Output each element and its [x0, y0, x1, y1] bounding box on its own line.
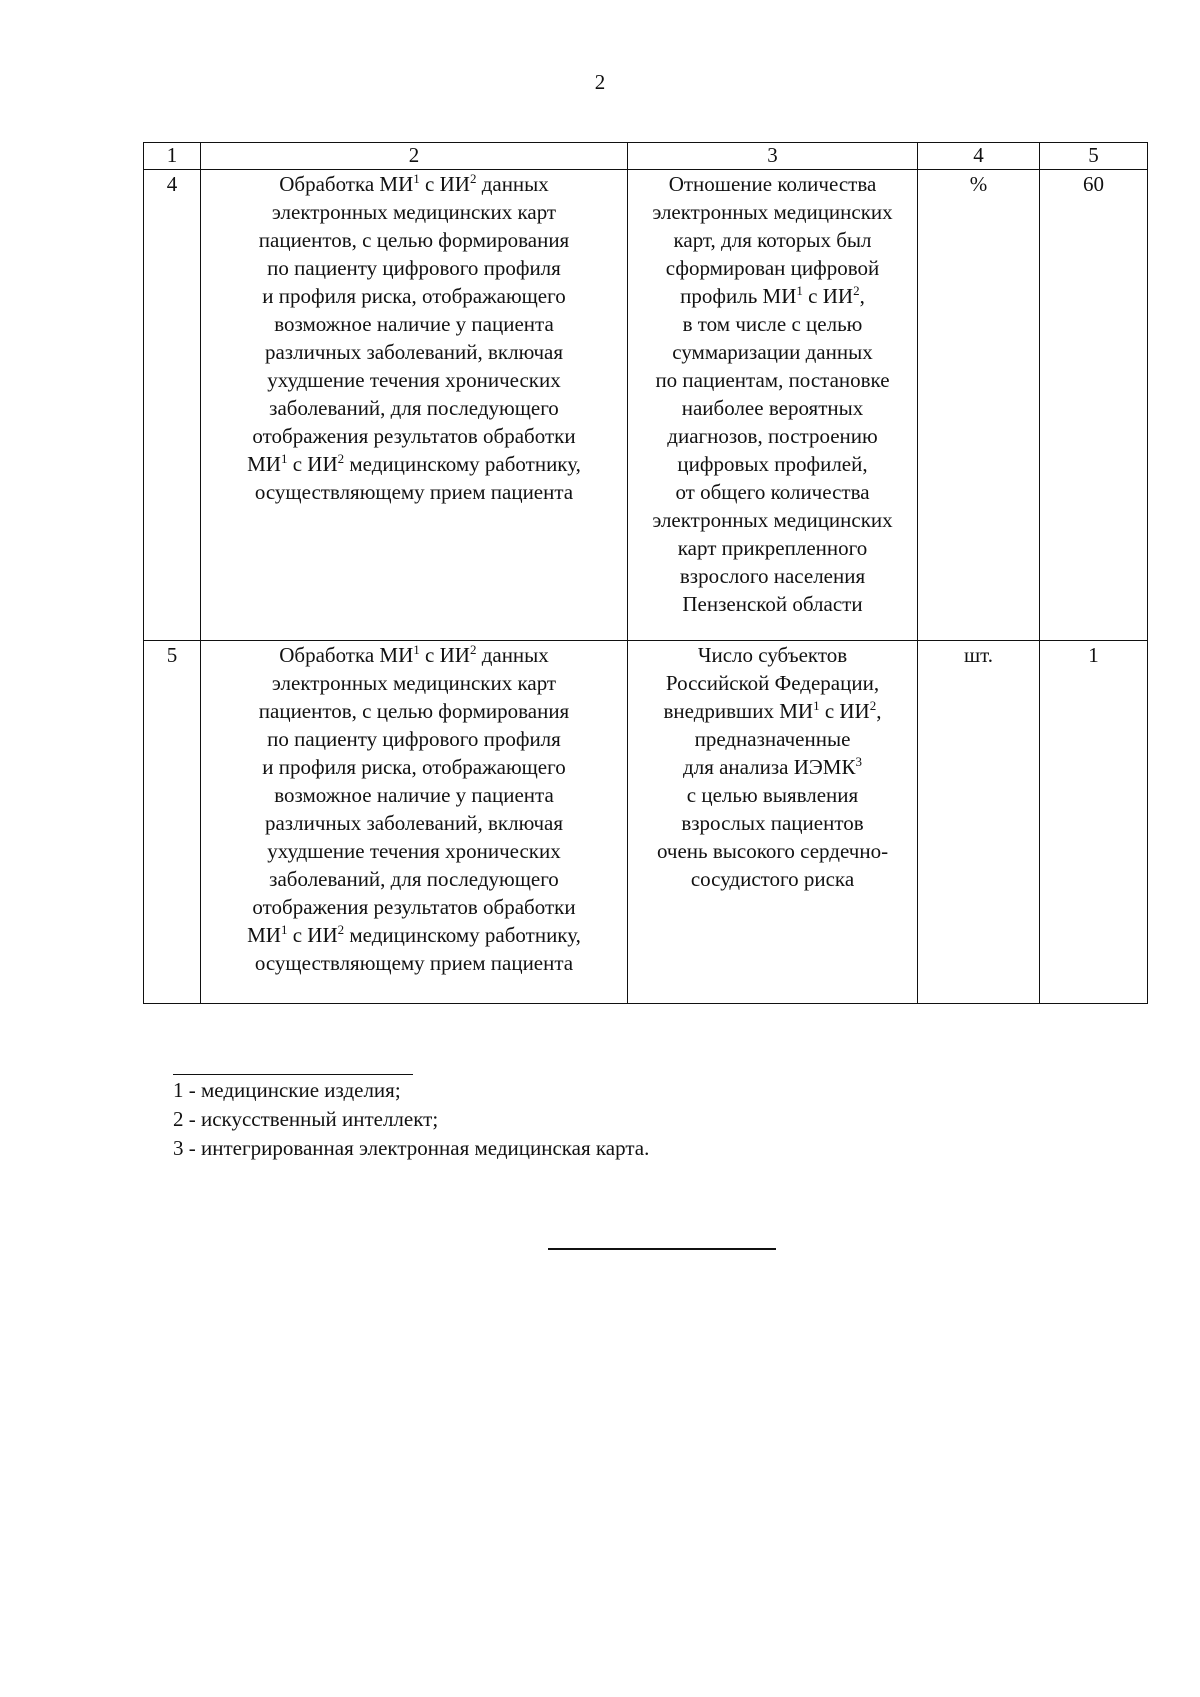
- cell-text-line: пациентов, с целью формирования: [258, 699, 570, 723]
- header-col-1: 1: [144, 143, 201, 170]
- cell-text-line: очень высокого сердечно-: [656, 839, 889, 863]
- header-col-3: 3: [628, 143, 918, 170]
- cell-text-line: диагнозов, построению: [667, 424, 878, 448]
- cell-text-line: пациентов, с целью формирования: [258, 228, 570, 252]
- row-description: [201, 641, 628, 1004]
- header-col-5: 5: [1040, 143, 1148, 170]
- header-col-2: 2: [201, 143, 628, 170]
- footnote-ref: 1: [280, 451, 288, 466]
- footnote-ref: 2: [853, 283, 860, 298]
- cell-text-line: Отношение количества: [668, 172, 877, 196]
- cell-text-line: с целью выявления: [686, 783, 859, 807]
- cell-text-line: цифровых профилей,: [677, 452, 868, 476]
- row-description: [201, 170, 628, 641]
- cell-text-line: наиболее вероятных: [681, 396, 864, 420]
- footnote-3: 3 - интегрированная электронная медицинская карта.: [173, 1136, 650, 1160]
- footnote-ref: 2: [469, 642, 477, 657]
- cell-text-line: сформирован цифровой: [665, 256, 880, 280]
- cell-text-line: ухудшение течения хронических: [267, 839, 561, 863]
- footnotes: [173, 1076, 649, 1163]
- header-col-4: 4: [918, 143, 1040, 170]
- row-number: 4: [144, 170, 201, 641]
- cell-text-line: осуществляющему прием пациента: [254, 480, 574, 504]
- cell-text-line: по пациентам, постановке: [655, 368, 890, 392]
- cell-text-line: в том числе с целью: [682, 312, 863, 336]
- cell-text-line: $МИ^1$ с $ИИ^2$ медицинскому работнику,: [247, 922, 581, 947]
- footnote-ref: 1: [413, 171, 420, 186]
- cell-text-line: суммаризации данных: [672, 340, 873, 364]
- footnote-ref: 2: [869, 698, 877, 713]
- footnote-ref: 1: [413, 642, 420, 657]
- cell-text-line: Обработка $МИ^1$ с $ИИ^2$ данных: [279, 171, 549, 196]
- cell-text-line: заболеваний, для последующего: [269, 867, 559, 891]
- cell-text-line: для анализа ИЭМК$^3$: [683, 754, 862, 779]
- cell-text-line: профиль $МИ^1$ с $ИИ^2$,: [680, 283, 865, 308]
- row-unit: %: [918, 170, 1040, 641]
- table-row: [144, 170, 1148, 641]
- row-number: 5: [144, 641, 201, 1004]
- footnote-ref: 1: [796, 283, 803, 298]
- footnote-ref: 2: [469, 171, 477, 186]
- page-number: 2: [594, 70, 606, 94]
- row-unit: шт.: [918, 641, 1040, 1004]
- end-of-document-rule: [548, 1248, 776, 1250]
- table-row: [144, 641, 1148, 1004]
- cell-text-line: предназначенные: [694, 727, 851, 751]
- cell-text-line: по пациенту цифрового профиля: [267, 727, 561, 751]
- cell-text-line: и профиля риска, отображающего: [262, 284, 566, 308]
- cell-text-line: электронных медицинских: [652, 200, 893, 224]
- cell-text-line: Обработка $МИ^1$ с $ИИ^2$ данных: [279, 642, 549, 667]
- row-value: 1: [1040, 641, 1148, 1004]
- footnote-1: 1 - медицинские изделия;: [173, 1078, 401, 1102]
- footnote-ref: 1: [813, 698, 820, 713]
- footnote-ref: 2: [337, 451, 345, 466]
- cell-text-line: Число субъектов: [697, 643, 848, 667]
- cell-text-line: карт, для которых был: [673, 228, 872, 252]
- table-header-row: [144, 143, 1148, 170]
- cell-text-line: $МИ^1$ с $ИИ^2$ медицинскому работнику,: [247, 451, 581, 476]
- footnote-ref: 3: [855, 754, 862, 769]
- footnote-ref: 2: [337, 922, 345, 937]
- cell-text-line: по пациенту цифрового профиля: [267, 256, 561, 280]
- cell-text-line: осуществляющему прием пациента: [254, 951, 574, 975]
- indicators-table: [143, 142, 1148, 1004]
- cell-text-line: и профиля риска, отображающего: [262, 755, 566, 779]
- cell-text-line: Российской Федерации,: [665, 671, 880, 695]
- cell-text-line: электронных медицинских карт: [271, 671, 557, 695]
- cell-text-line: внедривших $МИ^1$ с $ИИ^2$,: [663, 698, 882, 723]
- cell-text-line: карт прикрепленного: [677, 536, 868, 560]
- cell-text-line: различных заболеваний, включая: [264, 340, 564, 364]
- cell-text-line: отображения результатов обработки: [252, 895, 576, 919]
- cell-text-line: возможное наличие у пациента: [274, 312, 554, 336]
- cell-text-line: от общего количества: [675, 480, 870, 504]
- row-indicator: [628, 170, 918, 641]
- row-value: 60: [1040, 170, 1148, 641]
- cell-text-line: заболеваний, для последующего: [269, 396, 559, 420]
- cell-text-line: Пензенской области: [682, 592, 863, 616]
- cell-text-line: возможное наличие у пациента: [274, 783, 554, 807]
- cell-text-line: электронных медицинских карт: [271, 200, 557, 224]
- cell-text-line: отображения результатов обработки: [252, 424, 576, 448]
- cell-text-line: взрослых пациентов: [681, 811, 864, 835]
- row-indicator: [628, 641, 918, 1004]
- footnote-ref: 1: [280, 922, 288, 937]
- footnote-2: 2 - искусственный интеллект;: [173, 1107, 439, 1131]
- cell-text-line: ухудшение течения хронических: [267, 368, 561, 392]
- cell-text-line: сосудистого риска: [690, 867, 855, 891]
- footnote-separator: [173, 1074, 413, 1075]
- cell-text-line: различных заболеваний, включая: [264, 811, 564, 835]
- cell-text-line: электронных медицинских: [652, 508, 893, 532]
- cell-text-line: взрослого населения: [679, 564, 866, 588]
